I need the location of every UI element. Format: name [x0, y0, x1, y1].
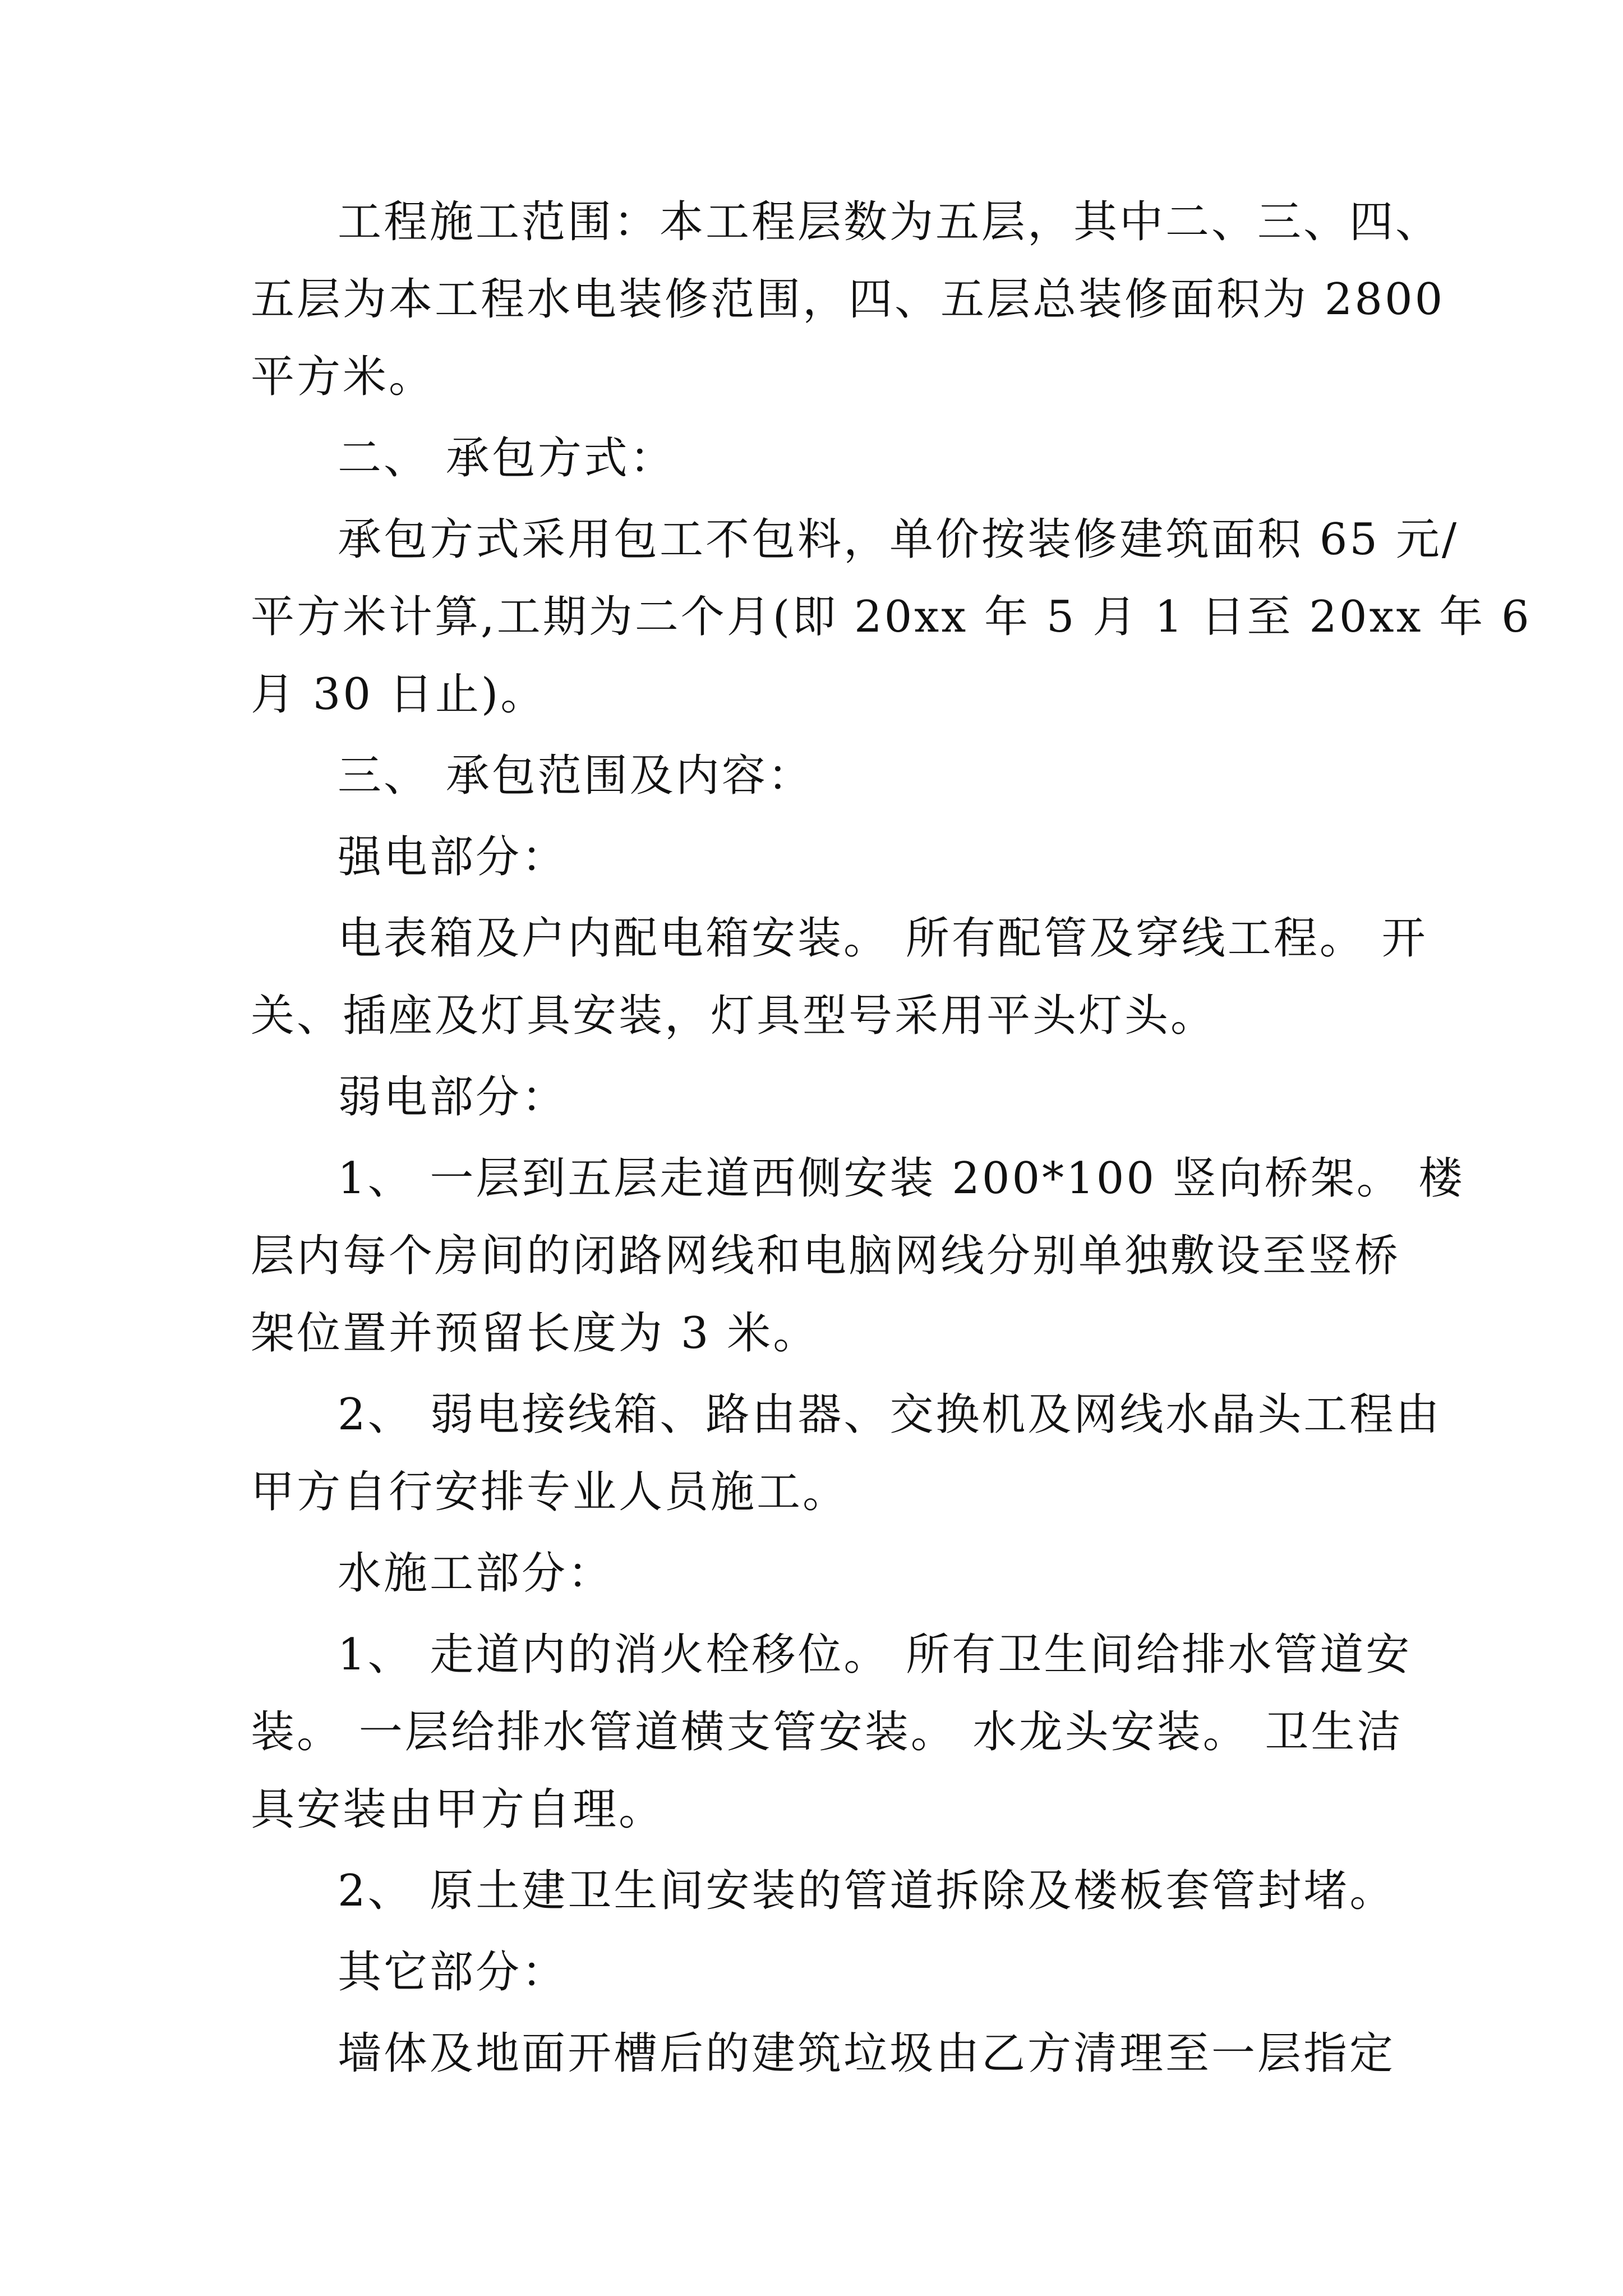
paragraph-weak-electric-2	[251, 1389, 1442, 1517]
section-heading-contract-scope: 三、 承包范围及内容：	[338, 751, 814, 801]
paragraph-weak-electric-1	[251, 1153, 1465, 1359]
paragraph-water-1	[251, 1630, 1412, 1835]
paragraph-construction-scope	[251, 197, 1445, 402]
text-line: 装。 一层给排水管道横支管安装。 水龙头安装。 卫生洁	[251, 1707, 1403, 1757]
text-line: 具安装由甲方自理。	[251, 1784, 665, 1835]
document-body	[251, 197, 1532, 2079]
paragraph-contract-method	[251, 514, 1532, 720]
text-line: 工程施工范围：本工程层数为五层，其中二、三、四、	[338, 197, 1442, 247]
subheading-water: 水施工部分：	[338, 1548, 614, 1599]
text-line: 五层为本工程水电装修范围，四、五层总装修面积为 2800	[251, 274, 1445, 325]
section-heading-contract-method: 二、 承包方式：	[338, 433, 676, 484]
text-line: 1、 走道内的消火栓移位。 所有卫生间给排水管道安	[338, 1630, 1412, 1680]
text-line: 架位置并预留长度为 3 米。	[251, 1308, 819, 1359]
text-line: 承包方式采用包工不包料，单价按装修建筑面积 65 元/	[338, 514, 1459, 565]
paragraph-other: 墙体及地面开槽后的建筑垃圾由乙方清理至一层指定	[338, 2028, 1396, 2079]
text-line: 平方米计算,工期为二个月(即 20xx 年 5 月 1 日至 20xx 年 6	[251, 592, 1532, 642]
paragraph-water-2: 2、 原土建卫生间安装的管道拆除及楼板套管封堵。	[338, 1866, 1396, 1916]
text-line: 1、 一层到五层走道西侧安装 200*100 竖向桥架。 楼	[338, 1153, 1465, 1204]
text-line: 电表箱及户内配电箱安装。 所有配管及穿线工程。 开	[338, 913, 1428, 964]
subheading-weak-electric: 弱电部分：	[338, 1072, 568, 1122]
text-line: 平方米。	[251, 352, 435, 402]
text-line: 层内每个房间的闭路网线和电脑网线分别单独敷设至竖桥	[251, 1231, 1401, 1281]
text-line: 甲方自行安排专业人员施工。	[251, 1467, 849, 1517]
text-line: 关、插座及灯具安装，灯具型号采用平头灯头。	[251, 991, 1217, 1041]
text-line: 月 30 日止)。	[251, 669, 547, 720]
paragraph-strong-electric	[251, 913, 1428, 1041]
subheading-strong-electric: 强电部分：	[338, 832, 568, 882]
text-line: 2、 弱电接线箱、路由器、交换机及网线水晶头工程由	[338, 1389, 1442, 1440]
subheading-other: 其它部分：	[338, 1947, 568, 1998]
